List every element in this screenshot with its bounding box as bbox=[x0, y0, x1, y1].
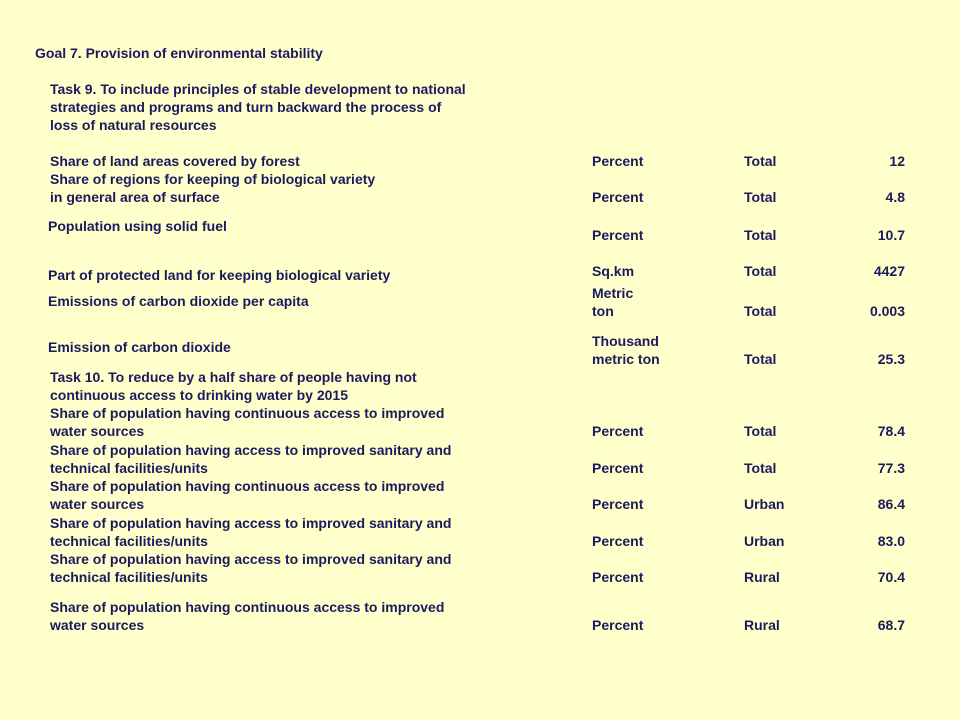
task10-line-1: Task 10. To reduce by a half share of people having not bbox=[50, 369, 417, 385]
row1-unit: Percent bbox=[592, 153, 644, 169]
row3-unit: Percent bbox=[592, 227, 644, 243]
row5-unit-1: Metric bbox=[592, 285, 634, 301]
row2-value: 4.8 bbox=[885, 189, 905, 205]
row6-label: Emission of carbon dioxide bbox=[48, 339, 231, 355]
row1-scope: Total bbox=[744, 153, 777, 169]
row8-label-1: Share of population having access to improved sanitary and bbox=[50, 442, 452, 458]
row10-scope: Urban bbox=[744, 533, 785, 549]
row9-unit: Percent bbox=[592, 496, 644, 512]
row4-scope: Total bbox=[744, 263, 777, 279]
row12-label-1: Share of population having continuous access to improved bbox=[50, 599, 445, 615]
row11-unit: Percent bbox=[592, 569, 644, 585]
row7-unit: Percent bbox=[592, 423, 644, 439]
row6-unit-2: metric ton bbox=[592, 351, 660, 367]
row4-value: 4427 bbox=[873, 263, 905, 279]
row10-unit: Percent bbox=[592, 533, 644, 549]
row3-scope: Total bbox=[744, 227, 777, 243]
row11-label-1: Share of population having access to improved sanitary and bbox=[50, 551, 452, 567]
row5-value: 0.003 bbox=[869, 303, 905, 319]
row9-value: 86.4 bbox=[877, 496, 905, 512]
row7-scope: Total bbox=[744, 423, 777, 439]
row6-value: 25.3 bbox=[877, 351, 905, 367]
row1-label: Share of land areas covered by forest bbox=[50, 153, 300, 169]
row11-value: 70.4 bbox=[877, 569, 905, 585]
row3-value: 10.7 bbox=[877, 227, 905, 243]
task10-line-2: continuous access to drinking water by 2015 bbox=[50, 387, 348, 403]
row10-label-1: Share of population having access to improved sanitary and bbox=[50, 515, 452, 531]
row5-unit-2: ton bbox=[592, 303, 614, 319]
row7-value: 78.4 bbox=[877, 423, 905, 439]
row5-scope: Total bbox=[744, 303, 777, 319]
task9-line-3: loss of natural resources bbox=[50, 117, 217, 133]
row2-label-1: Share of regions for keeping of biological variety bbox=[50, 171, 376, 187]
row9-label-2: water sources bbox=[50, 496, 145, 512]
row2-label-2: in general area of surface bbox=[50, 189, 220, 205]
row3-label: Population using solid fuel bbox=[48, 218, 227, 234]
row8-label-2: technical facilities/units bbox=[50, 460, 208, 476]
row10-label-2: technical facilities/units bbox=[50, 533, 208, 549]
row9-label-1: Share of population having continuous access to improved bbox=[50, 478, 445, 494]
row7-label-2: water sources bbox=[50, 423, 145, 439]
row12-scope: Rural bbox=[744, 617, 780, 633]
row6-scope: Total bbox=[744, 351, 777, 367]
row8-scope: Total bbox=[744, 460, 777, 476]
row9-scope: Urban bbox=[744, 496, 785, 512]
row1-value: 12 bbox=[889, 153, 905, 169]
row2-scope: Total bbox=[744, 189, 777, 205]
row8-unit: Percent bbox=[592, 460, 644, 476]
row12-label-2: water sources bbox=[50, 617, 145, 633]
row10-value: 83.0 bbox=[877, 533, 905, 549]
row5-label: Emissions of carbon dioxide per capita bbox=[48, 293, 309, 309]
goal-title: Goal 7. Provision of environmental stability bbox=[35, 45, 323, 61]
task9-line-2: strategies and programs and turn backward the process of bbox=[50, 99, 442, 115]
row2-unit: Percent bbox=[592, 189, 644, 205]
task9-line-1: Task 9. To include principles of stable development to national bbox=[50, 81, 466, 97]
row6-unit-1: Thousand bbox=[592, 333, 659, 349]
row8-value: 77.3 bbox=[877, 460, 905, 476]
row7-label-1: Share of population having continuous access to improved bbox=[50, 405, 445, 421]
row4-label: Part of protected land for keeping biological variety bbox=[48, 267, 391, 283]
row12-unit: Percent bbox=[592, 617, 644, 633]
row12-value: 68.7 bbox=[877, 617, 905, 633]
row11-label-2: technical facilities/units bbox=[50, 569, 208, 585]
row4-unit: Sq.km bbox=[592, 263, 635, 279]
row11-scope: Rural bbox=[744, 569, 780, 585]
